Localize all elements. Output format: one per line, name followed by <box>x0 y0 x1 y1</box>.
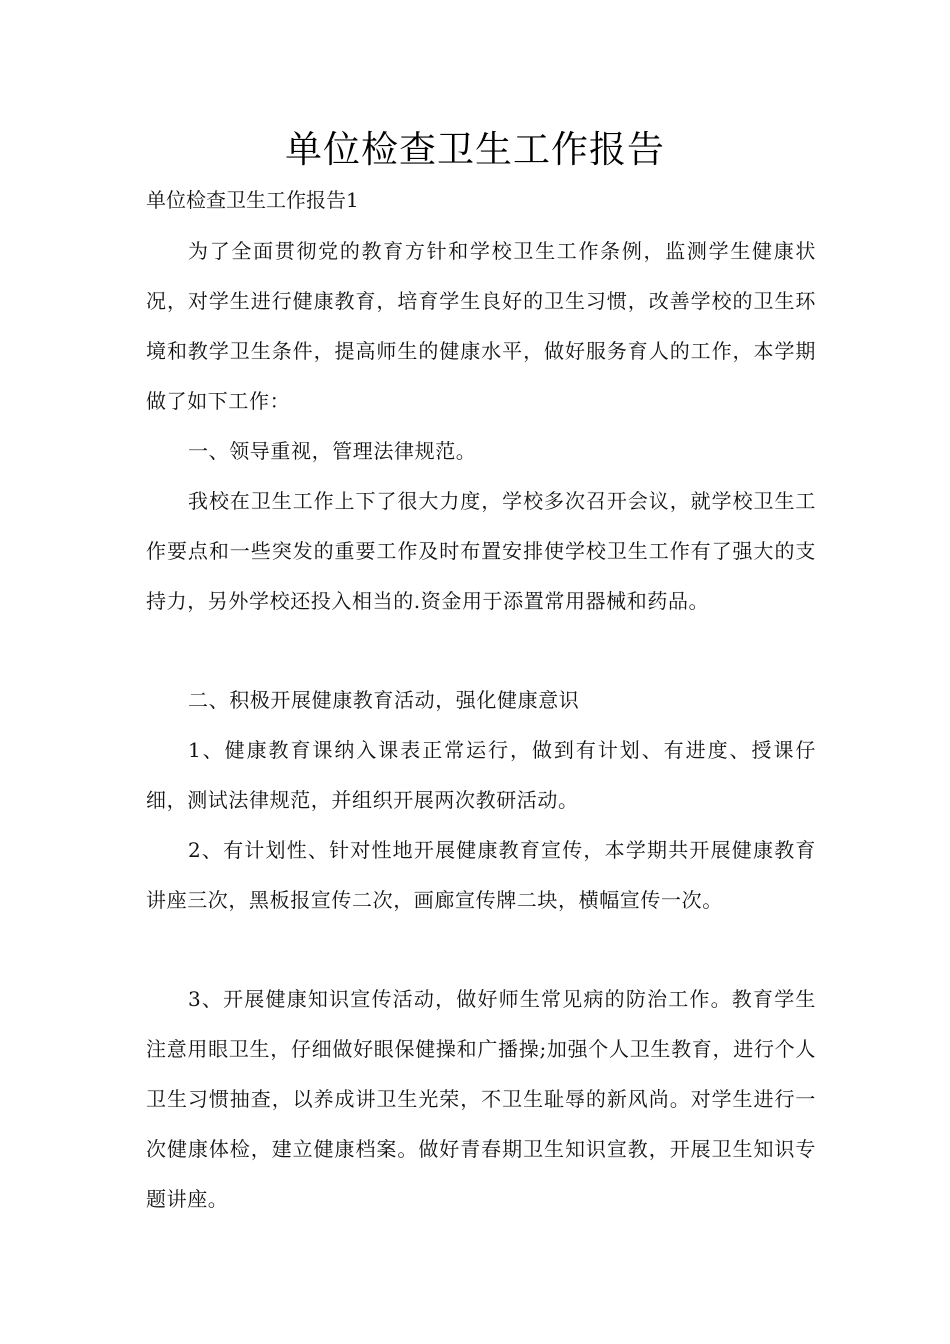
section-1-heading: 一、领导重视，管理法律规范。 <box>188 439 477 463</box>
section-2-heading: 二、积极开展健康教育活动，强化健康意识 <box>188 688 580 712</box>
document-title: 单位检查卫生工作报告 <box>285 128 665 171</box>
item-3-paragraph: 3、开展健康知识宣传活动，做好师生常见病的防治工作。教育学生注意用眼卫生，仔细做好眼保健操和广播操;加强个人卫生教育，进行个人卫生习惯抽查，以养成讲卫生光荣，不卫生耻辱的新风尚。对学生进行一次健康体检，建立健康档案。做好青春期卫生知识宣教，开展卫生知识专题讲座。 <box>146 987 816 1211</box>
intro-paragraph: 为了全面贯彻党的教育方针和学校卫生工作条例，监测学生健康状况，对学生进行健康教育，培育学生良好的卫生习惯，改善学校的卫生环境和教学卫生条件，提高师生的健康水平，做好服务育人的工作，本学期做了如下工作： <box>146 239 816 413</box>
document-subtitle: 单位检查卫生工作报告1 <box>146 188 359 212</box>
item-1-paragraph: 1、健康教育课纳入课表正常运行，做到有计划、有进度、授课仔细，测试法律规范，并组织开展两次教研活动。 <box>146 738 816 812</box>
item-2-paragraph: 2、有计划性、针对性地开展健康教育宣传，本学期共开展健康教育讲座三次，黑板报宣传二次，画廊宣传牌二块，横幅宣传一次。 <box>146 838 816 912</box>
section-1-paragraph: 我校在卫生工作上下了很大力度，学校多次召开会议，就学校卫生工作要点和一些突发的重要工作及时布置安排使学校卫生工作有了强大的支持力，另外学校还投入相当的.资金用于添置常用器械和药品。 <box>146 489 816 613</box>
